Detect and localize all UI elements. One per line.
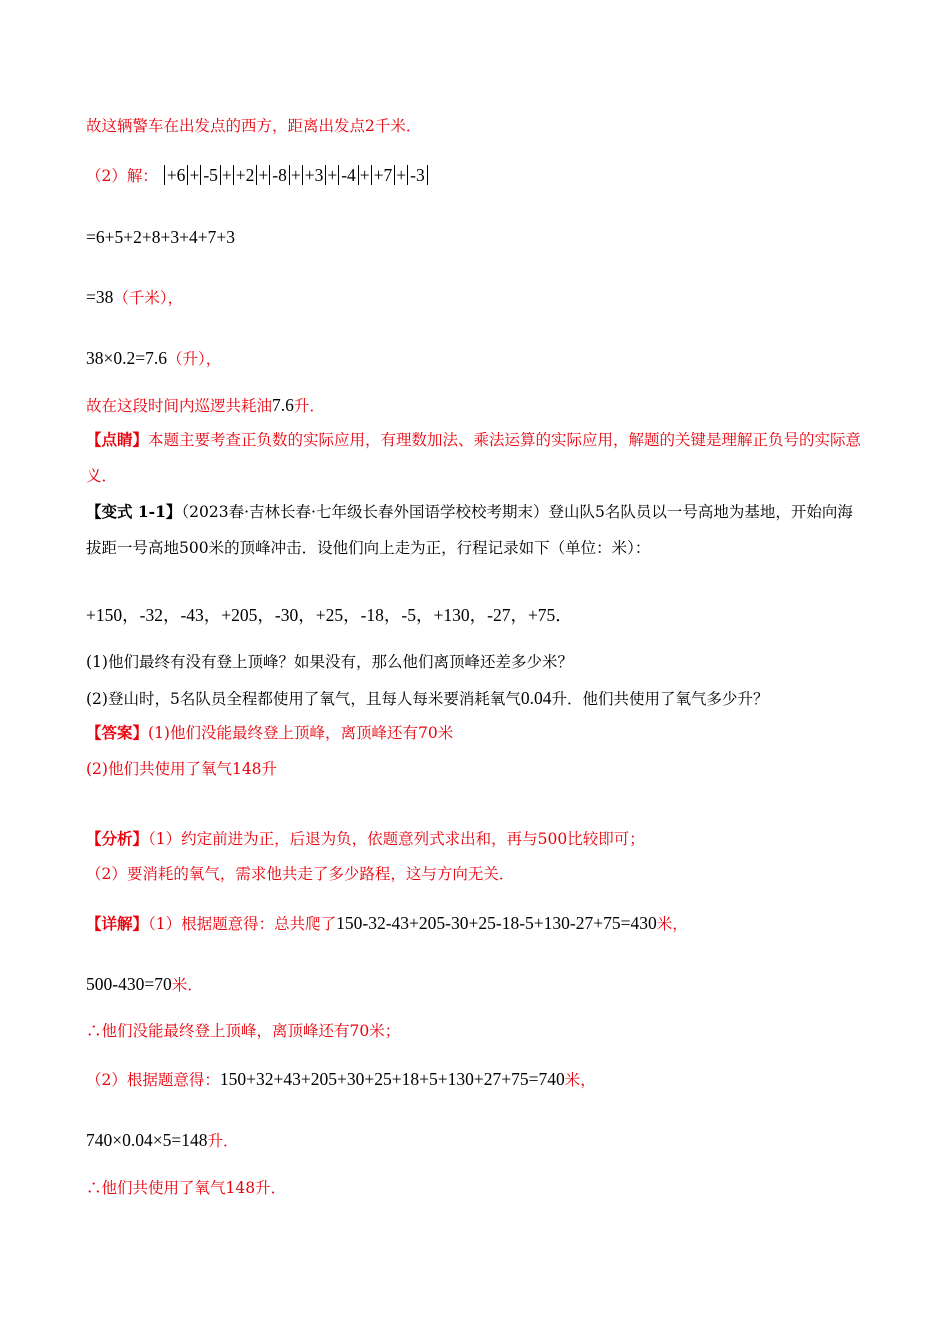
question-2: (2)登山时，5名队员全程都使用了氧气，且每人每米要消耗氧气0.04升．他们共使用了氧气多少升？ xyxy=(86,688,769,708)
abs-term: +6 xyxy=(164,165,189,185)
dianjing-note: 【点睛】本题主要考查正负数的实际应用，有理数加法、乘法运算的实际应用，解题的关键是理解正负号的实际意义． xyxy=(86,430,862,485)
conclusion-1: ∴他们没能最终登上顶峰，离顶峰还有70米； xyxy=(86,1022,401,1040)
solution-part2-abs-sum xyxy=(86,164,429,187)
fuel-calculation: 38×0.2=7.6（升）， xyxy=(86,348,222,368)
sum-result: =38（千米）， xyxy=(86,287,184,307)
part-label: （2）解： xyxy=(86,167,158,185)
abs-term: -4 xyxy=(338,165,359,185)
abs-term: -8 xyxy=(269,165,290,185)
calc-remaining: 500-430=70米． xyxy=(86,974,203,994)
conclusion-2: ∴他们共使用了氧气148升． xyxy=(86,1179,287,1197)
dianjing-tag: 【点睛】 xyxy=(86,430,149,449)
analysis-1: 【分析】（1）约定前进为正，后退为负，依题意列式求出和，再与500比较即可； xyxy=(86,829,645,848)
fuel-conclusion: 故在这段时间内巡逻共耗油7.6升． xyxy=(86,395,325,415)
answer-2: (2)他们共使用了氧气148升 xyxy=(86,760,278,778)
answer-1: 【答案】(1)他们没能最终登上顶峰，离顶峰还有70米 xyxy=(86,723,454,742)
calc-oxygen: 740×0.04×5=148升． xyxy=(86,1130,239,1150)
sum-expansion: =6+5+2+8+3+4+7+3 xyxy=(86,227,235,247)
abs-term: -3 xyxy=(407,165,428,185)
detail-1: 【详解】（1）根据题意得：总共爬了150-32-43+205-30+25-18-5+130-27+75=430米， xyxy=(86,913,688,933)
analysis-2: （2）要消耗的氧气，需求他共走了多少路程，这与方向无关． xyxy=(86,865,515,883)
abs-term: +3 xyxy=(302,165,327,185)
bianshi-tag: 【变式 1-1】 xyxy=(86,502,182,521)
abs-term: +7 xyxy=(371,165,396,185)
xiangjie-tag: 【详解】 xyxy=(86,914,149,933)
fenxi-tag: 【分析】 xyxy=(86,829,149,848)
itinerary-record: +150，-32，-43，+205，-30，+25，-18，-5，+130，-27，+75． xyxy=(86,605,573,625)
detail-2: （2）根据题意得：150+32+43+205+30+25+18+5+130+27+75=740米， xyxy=(86,1069,596,1089)
abs-expression: +6 + -5 + +2 + -8 + +3 + -4 + +7 + -3 xyxy=(163,165,429,185)
conclusion-direction: 故这辆警车在出发点的西方，距离出发点2千米． xyxy=(86,117,422,135)
bianshi-problem: 【变式 1-1】（2023春·吉林长春·七年级长春外国语学校校考期末）登山队5名队员以一号高地为基地，开始向海拔距一号高地500米的顶峰冲击．设他们向上走为正，行程记录如下（单位：米）： xyxy=(86,502,853,557)
question-1: (1)他们最终有没有登上顶峰？如果没有，那么他们离顶峰还差多少米？ xyxy=(86,653,573,671)
abs-term: +2 xyxy=(233,165,258,185)
abs-term: -5 xyxy=(200,165,221,185)
answer-tag: 【答案】 xyxy=(86,723,149,742)
